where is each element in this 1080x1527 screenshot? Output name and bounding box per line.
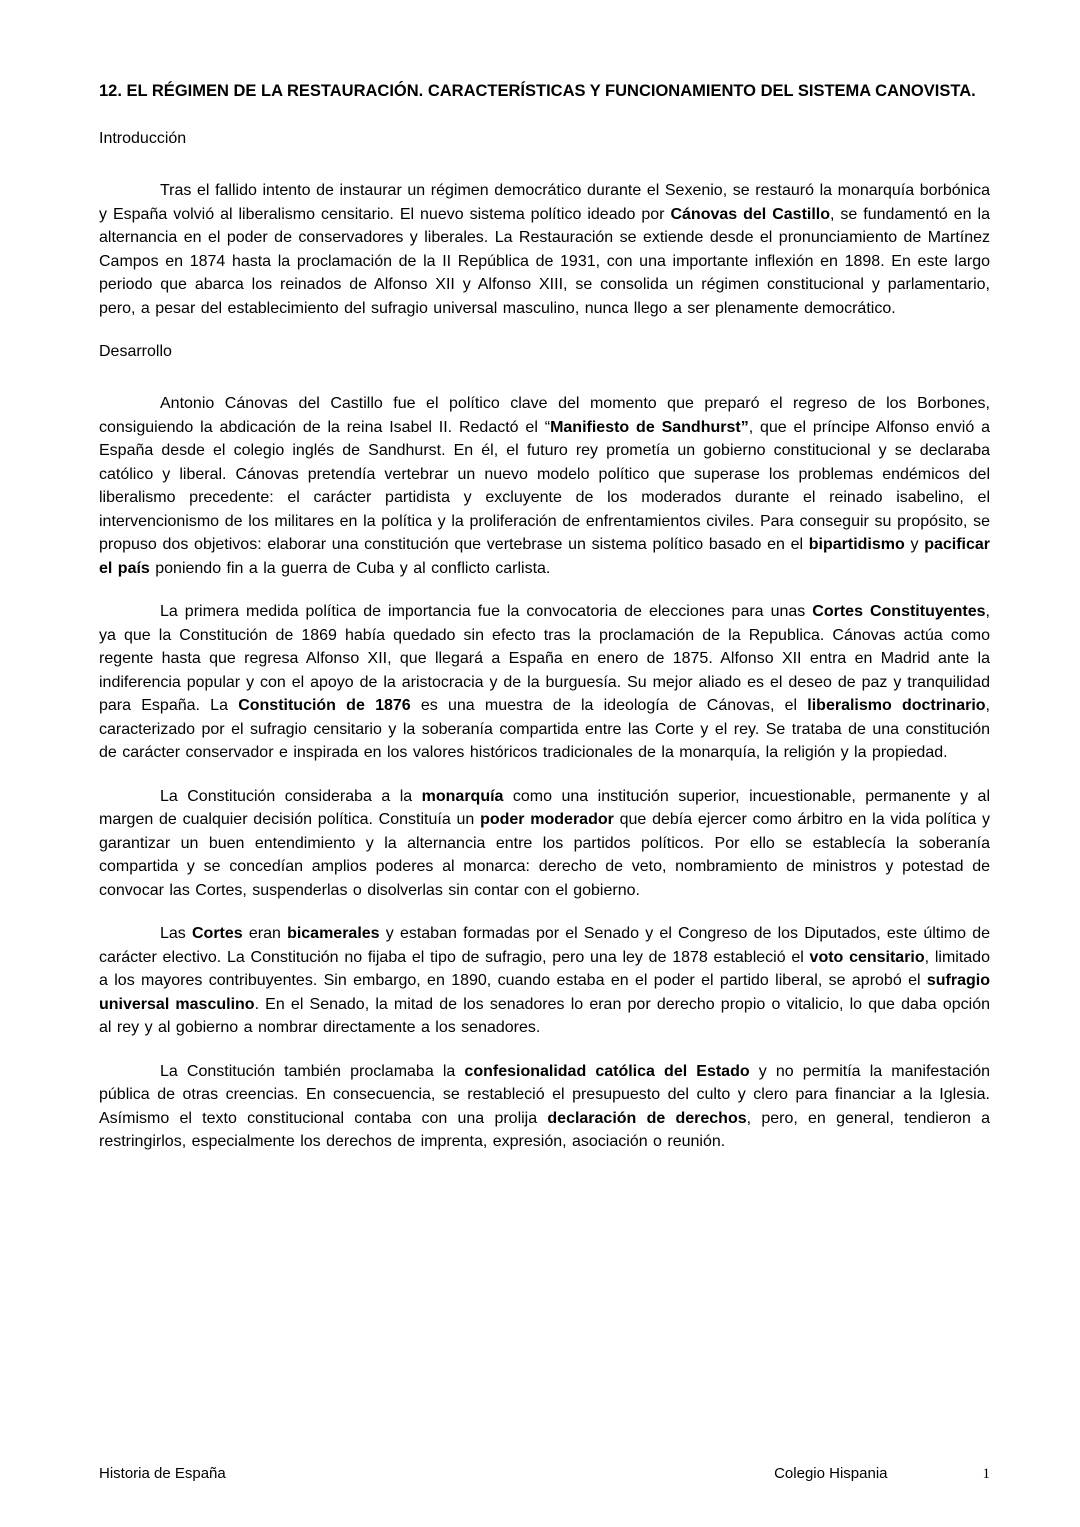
section-heading: Desarrollo (99, 343, 172, 360)
paragraph: Las Cortes eran bicamerales y estaban formadas por el Senado y el Congreso de los Diputados, este último de carácter electivo. La Constitución no fijaba el tipo de sufragio, pero una ley de 1878 estableció el voto censitario, limitado a los mayores contribuyentes. Sin embargo, en 1890, cuando estaba en el poder el partido liberal, se aprobó el sufragio universal masculino. En el Senado, la mitad de los senadores lo eran por derecho propio o vitalicio, lo que daba opción al rey y al gobierno a nombrar directamente a los senadores. (99, 925, 990, 1036)
section-heading: Introducción (99, 130, 187, 147)
page-footer (99, 1465, 990, 1483)
footer-school-name: Colegio Hispania (774, 1465, 888, 1482)
paragraph: Tras el fallido intento de instaurar un régimen democrático durante el Sexenio, se restauró la monarquía borbónica y España volvió al liberalismo censitario. El nuevo sistema político ideado por Cánovas del Castillo, se fundamentó en la alternancia en el poder de conservadores y liberales. La Restauración se extiende desde el pronunciamiento de Martínez Campos en 1874 hasta la proclamación de la II República de 1931, con una importante inflexión en 1898. En este largo periodo que abarca los reinados de Alfonso XII y Alfonso XIII, se consolida un régimen constitucional y parlamentario, pero, a pesar del establecimiento del sufragio universal masculino, nunca llego a ser plenamente democrático. (99, 182, 990, 317)
paragraph: La Constitución consideraba a la monarquía como una institución superior, incuestionable, permanente y al margen de cualquier decisión política. Constituía un poder moderador que debía ejercer como árbitro en la vida política y garantizar un buen entendimiento y la alternancia entre los partidos políticos. Por ello se establecía la soberanía compartida y se concedían amplios poderes al monarca: derecho de veto, nombramiento de ministros y potestad de convocar las Cortes, suspenderlas o disolverlas sin contar con el gobierno. (99, 787, 991, 899)
paragraph: La primera medida política de importancia fue la convocatoria de elecciones para unas Cortes Constituyentes, ya que la Constitución de 1869 había quedado sin efecto tras la proclamación de la Republica. Cánovas actúa como regente hasta que regresa Alfonso XII, que llegará a España en enero de 1875. Alfonso XII entra en Madrid ante la indiferencia popular y con el apoyo de la aristocracia y de la burguesía. Su mejor aliado es el deseo de paz y tranquilidad para España. La Constitución de 1876 es una muestra de la ideología de Cánovas, el liberalismo doctrinario, caracterizado por el sufragio censitario y la soberanía compartida entre las Corte y el rey. Se trataba de una constitución de carácter conservador e inspirada en los valores históricos tradicionales de la monarquía, la religión y la propiedad. (99, 603, 990, 761)
footer-page-number: 1 (982, 1466, 990, 1482)
paragraph: Antonio Cánovas del Castillo fue el político clave del momento que preparó el regreso de los Borbones, consiguiendo la abdicación de la reina Isabel II. Redactó el “Manifiesto de Sandhurst”, que el príncipe Alfonso envió a España desde el colegio inglés de Sandhurst. En él, el futuro rey prometía un gobierno constitucional y se declaraba católico y liberal. Cánovas pretendía vertebrar un nuevo modelo político que superase los problemas endémicos del liberalismo precedente: el carácter partidista y excluyente de los moderados durante el reinado isabelino, el intervencionismo de los militares en la política y la proliferación de enfrentamientos civiles. Para conseguir su propósito, se propuso dos objetivos: elaborar una constitución que vertebrase un sistema político basado en el bipartidismo y pacificar el país poniendo fin a la guerra de Cuba y al conflicto carlista. (99, 395, 991, 577)
footer-course-name: Historia de España (99, 1465, 226, 1482)
document-sections (99, 127, 990, 1154)
paragraph: La Constitución también proclamaba la confesionalidad católica del Estado y no permitía la manifestación pública de otras creencias. En consecuencia, se restableció el presupuesto del culto y clero para financiar a la Iglesia. Asímismo el texto constitucional contaba con una prolija declaración de derechos, pero, en general, tendieron a restringirlos, especialmente los derechos de imprenta, expresión, asociación o reunión. (99, 1062, 990, 1150)
document-title: 12. EL RÉGIMEN DE LA RESTAURACIÓN. CARACTERÍSTICAS Y FUNCIONAMIENTO DEL SISTEMA CANOVISTA. (99, 82, 976, 100)
